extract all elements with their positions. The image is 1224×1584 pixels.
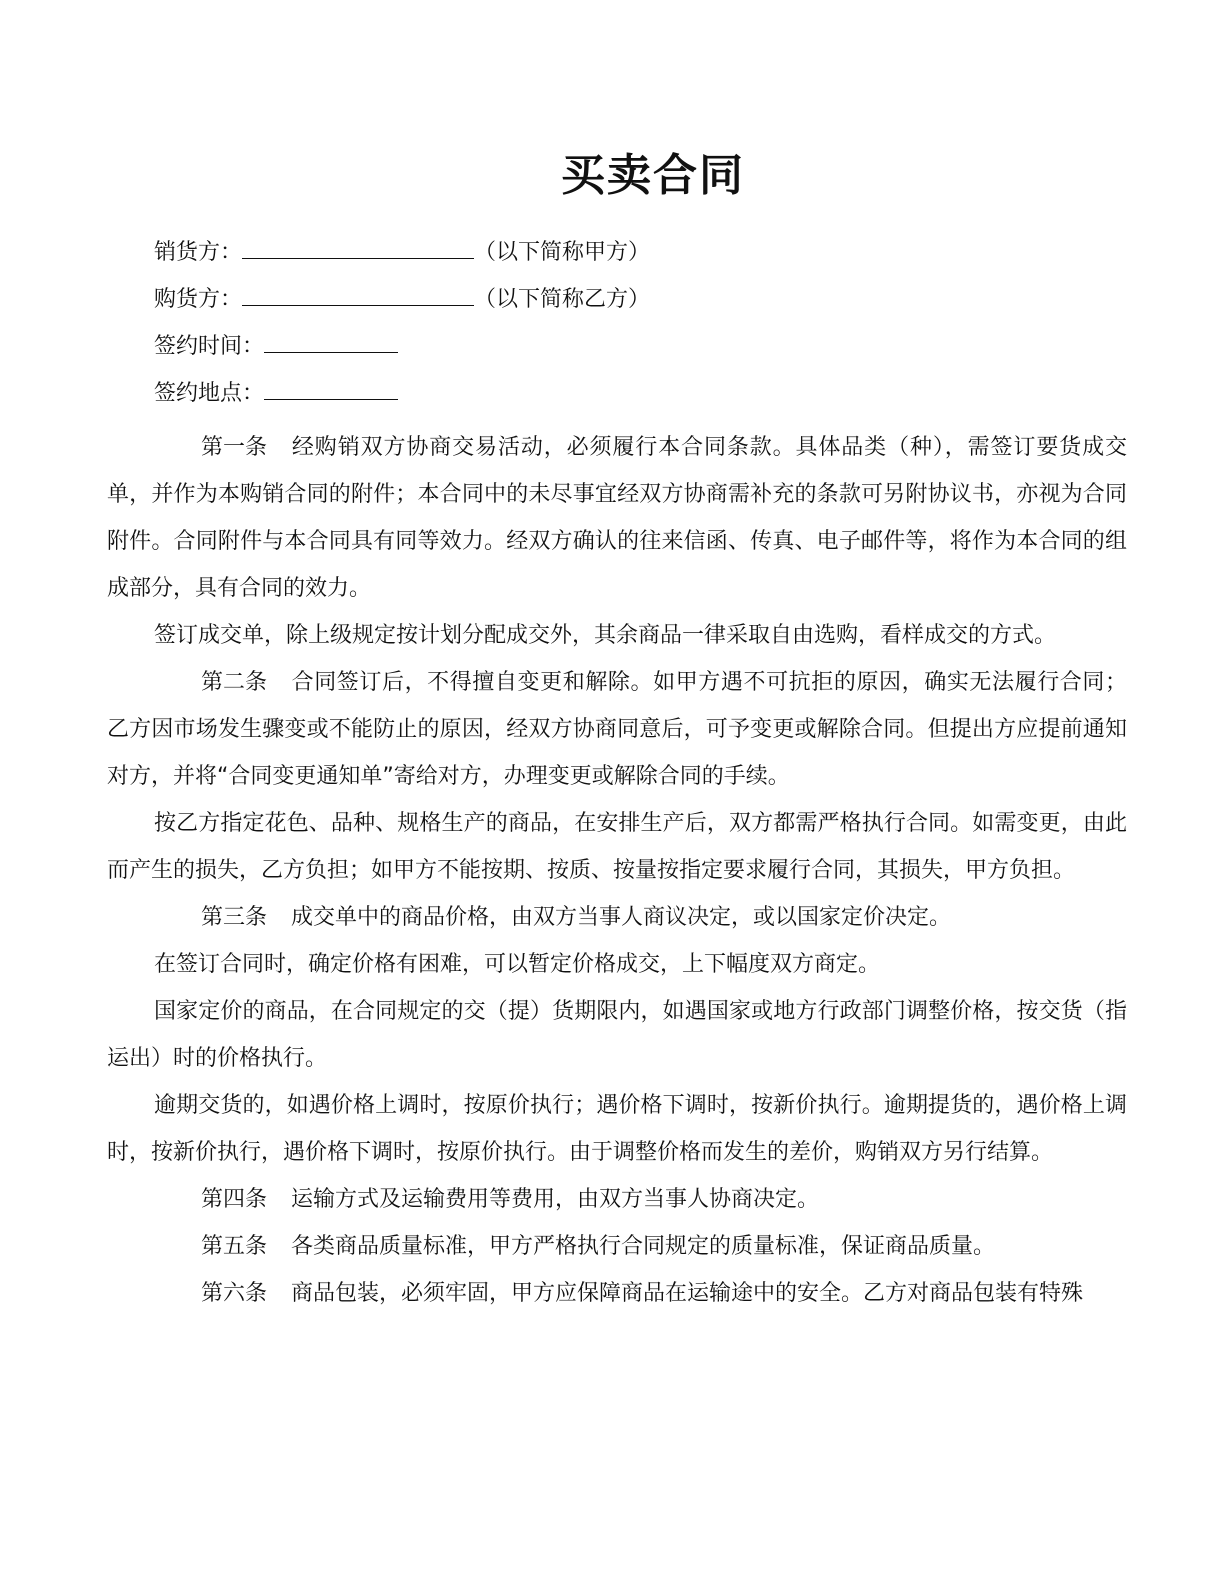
paragraph-text: 各类商品质量标准，甲方严格执行合同规定的质量标准，保证商品质量。	[291, 1234, 996, 1259]
sign-time-label: 签约时间：	[154, 334, 265, 359]
contract-body	[107, 424, 1127, 1317]
paragraph	[107, 612, 1127, 659]
paragraph-text: 合同签订后，不得擅自变更和解除。如甲方遇不可抗拒的原因，确实无法履行合同；乙方因市场发生骤变或不能防止的原因，经双方协商同意后，可予变更或解除合同。但提出方应提前通知对方，并将“合同变更通知单”寄给对方，办理变更或解除合同的手续。	[107, 670, 1127, 789]
buyer-field	[154, 285, 650, 315]
article-number: 第六条	[201, 1281, 268, 1306]
article-number: 第二条	[201, 670, 268, 695]
sign-time-field	[154, 332, 398, 362]
seller-blank[interactable]	[242, 238, 474, 259]
paragraph-text: 逾期交货的，如遇价格上调时，按原价执行；遇价格下调时，按新价执行。逾期提货的，遇价格上调时，按新价执行，遇价格下调时，按原价执行。由于调整价格而发生的差价，购销双方另行结算。	[107, 1093, 1127, 1165]
paragraph	[107, 659, 1127, 800]
seller-field	[154, 238, 650, 268]
seller-note: （以下简称甲方）	[474, 240, 651, 265]
paragraph-text: 签订成交单，除上级规定按计划分配成交外，其余商品一律采取自由选购，看样成交的方式。	[154, 623, 1057, 648]
paragraph-text: 运输方式及运输费用等费用，由双方当事人协商决定。	[291, 1187, 820, 1212]
seller-label: 销货方：	[154, 240, 243, 265]
paragraph	[107, 424, 1127, 612]
paragraph-text: 在签订合同时，确定价格有困难，可以暂定价格成交，上下幅度双方商定。	[154, 952, 881, 977]
paragraph-text: 商品包装，必须牢固，甲方应保障商品在运输途中的安全。乙方对商品包装有特殊	[291, 1281, 1084, 1306]
article-number: 第三条	[201, 905, 268, 930]
paragraph	[107, 800, 1127, 894]
buyer-label: 购货方：	[154, 287, 243, 312]
paragraph	[107, 1270, 1127, 1317]
paragraph-text: 成交单中的商品价格，由双方当事人商议决定，或以国家定价决定。	[291, 905, 952, 930]
paragraph-text: 经购销双方协商交易活动，必须履行本合同条款。具体品类（种），需签订要货成交单，并作为本购销合同的附件；本合同中的未尽事宜经双方协商需补充的条款可另附协议书，亦视为合同附件。合同附件与本合同具有同等效力。经双方确认的往来信函、传真、电子邮件等，将作为本合同的组成部分，具有合同的效力。	[107, 435, 1127, 601]
paragraph	[107, 1176, 1127, 1223]
paragraph	[107, 894, 1127, 941]
article-number: 第四条	[201, 1187, 268, 1212]
article-number: 第五条	[201, 1234, 268, 1259]
sign-place-label: 签约地点：	[154, 381, 265, 406]
buyer-blank[interactable]	[242, 285, 474, 306]
article-number: 第一条	[201, 435, 268, 460]
buyer-note: （以下简称乙方）	[474, 287, 651, 312]
document-title: 买卖合同	[561, 150, 745, 201]
sign-place-blank[interactable]	[264, 379, 398, 400]
paragraph	[107, 988, 1127, 1082]
paragraph	[107, 1082, 1127, 1176]
paragraph	[107, 941, 1127, 988]
sign-time-blank[interactable]	[264, 332, 398, 353]
paragraph	[107, 1223, 1127, 1270]
sign-place-field	[154, 379, 398, 409]
paragraph-text: 国家定价的商品，在合同规定的交（提）货期限内，如遇国家或地方行政部门调整价格，按交货（指运出）时的价格执行。	[107, 999, 1127, 1071]
paragraph-text: 按乙方指定花色、品种、规格生产的商品，在安排生产后，双方都需严格执行合同。如需变更，由此而产生的损失，乙方负担；如甲方不能按期、按质、按量按指定要求履行合同，其损失，甲方负担。	[107, 811, 1127, 883]
